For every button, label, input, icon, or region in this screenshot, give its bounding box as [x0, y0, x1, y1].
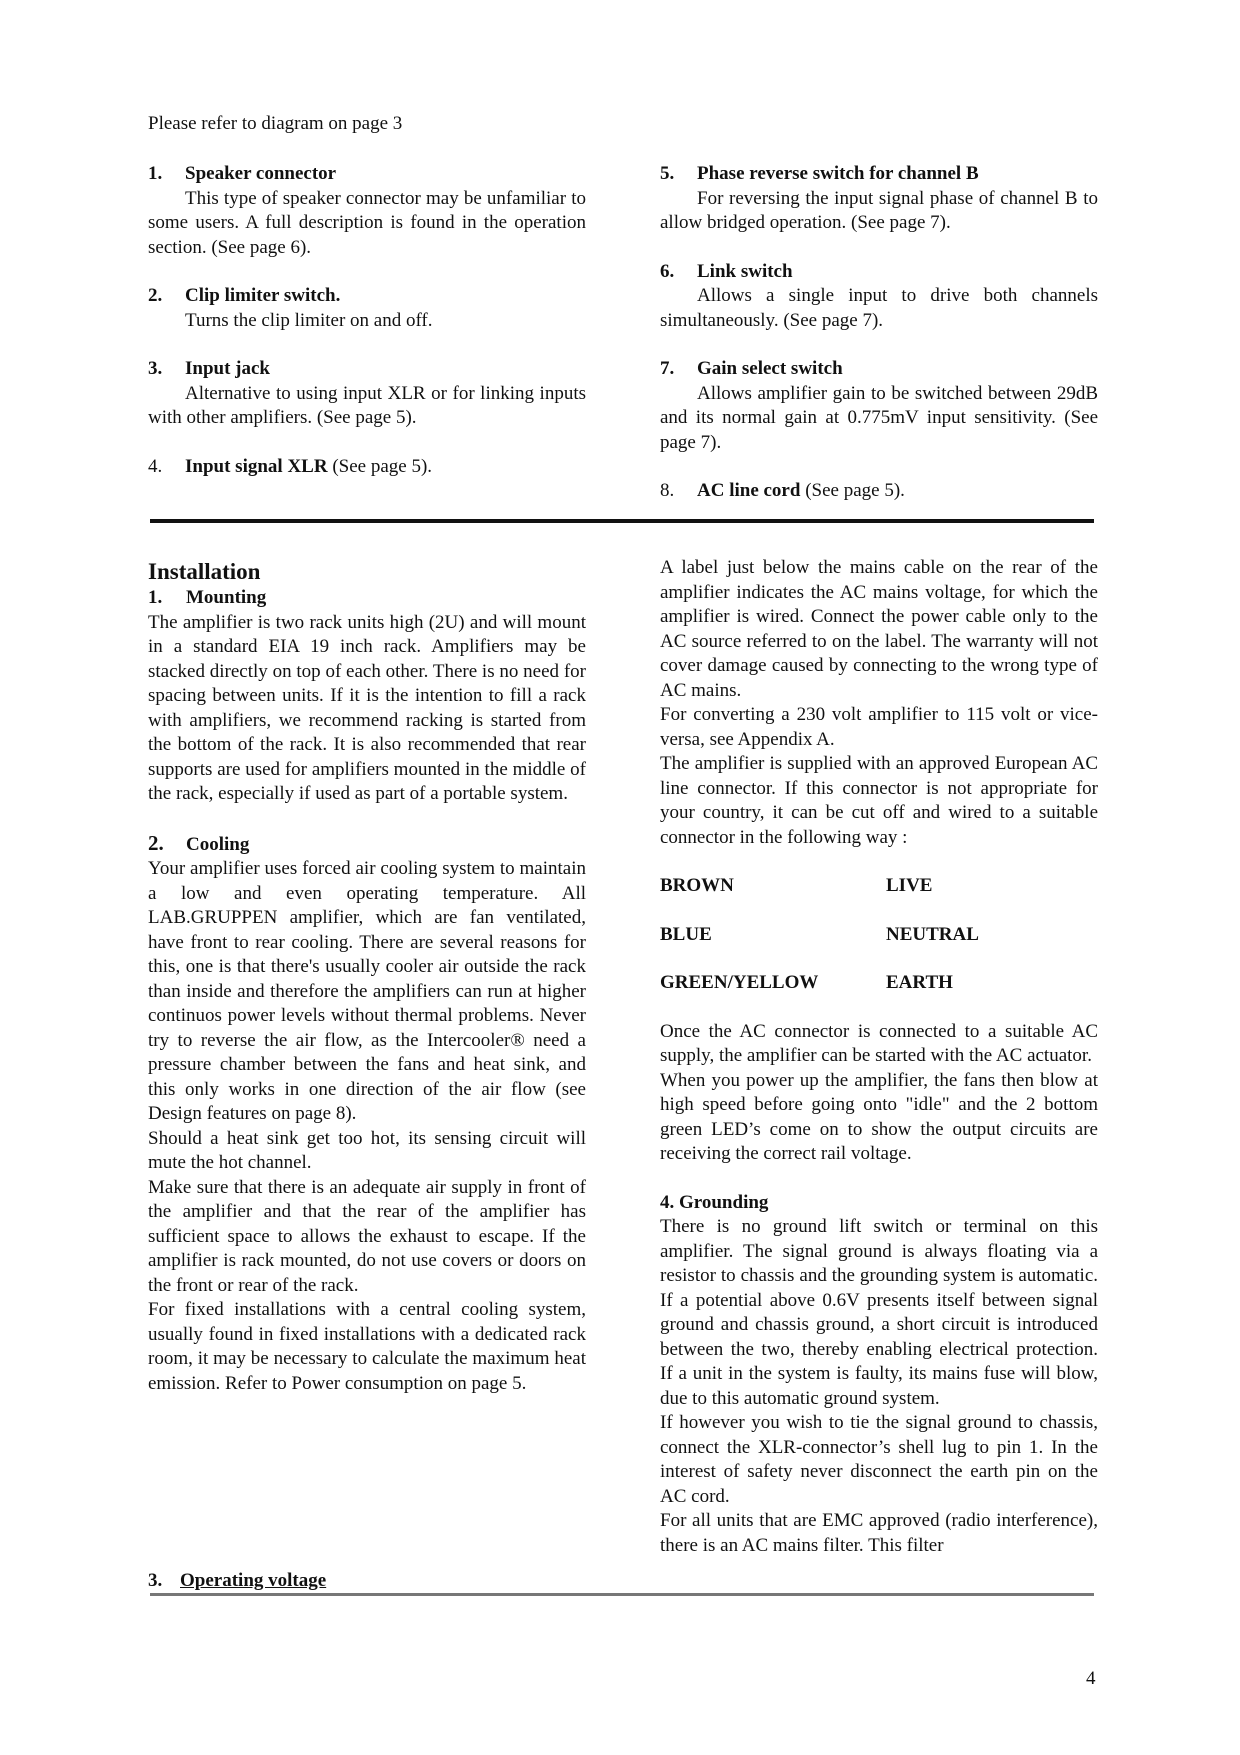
mounting-body: The amplifier is two rack units high (2U) and will mount in a standard EIA 19 inch rack. Amplifiers may be stacked directly on top of each other. There is no need for spacing between units. If it is the intention to fill a rack with amplifiers, we recommend racking is started from the bottom of the rack. It is also recommended that rear supports are used for amplifiers mounted in the middle of the rack, especially if used as part of a portable system. — [148, 611, 586, 804]
item-title-gain-select: Gain select switch — [697, 358, 843, 379]
item-title-link-switch: Link switch — [697, 260, 793, 282]
item-number: 6. — [660, 260, 675, 282]
section-divider — [150, 519, 1094, 523]
item-body: Allows amplifier gain to be switched between 29dB and its normal gain at 0.775mV input sensitivity. (See page 7). — [660, 382, 1098, 453]
cooling-paragraph: For fixed installations with a central cooling system, usually found in fixed installations with a dedicated rack room, it may be necessary to calculate the maximum heat emission. Refer to Power consumption on page 5. — [148, 1299, 586, 1394]
item-number: 1. — [148, 163, 163, 184]
wiring-row-brown: BROWN LIVE — [660, 875, 933, 896]
item-body: For reversing the input signal phase of channel B to allow bridged operation. (See page 7). — [660, 187, 1098, 233]
subsection-title-mounting: 1. Mounting — [148, 587, 267, 608]
mains-paragraph: The amplifier is supplied with an approved European AC line connector. If this connector is not appropriate for your country, it can be cut off and wired to a suitable connector in the following way : — [660, 753, 1098, 848]
subsection-title-operating-voltage: 3. Operating voltage — [148, 1570, 327, 1591]
cooling-paragraph: Should a heat sink get too hot, its sensing circuit will mute the hot channel. — [148, 1127, 586, 1173]
item-number: 5. — [660, 163, 675, 184]
item-body: Allows a single input to drive both channels simultaneously. (See page 7). — [660, 285, 1098, 331]
item-number: 3. — [148, 358, 163, 379]
item-number: 4. — [148, 455, 163, 477]
intro-line: Please refer to diagram on page 3 — [148, 113, 403, 134]
item-number: 7. — [660, 358, 675, 379]
item-number: 8. — [660, 480, 675, 501]
startup-paragraph: Once the AC connector is connected to a suitable AC supply, the amplifier can be started with the AC actuator. — [660, 1020, 1098, 1066]
top-right-items — [660, 162, 1098, 504]
page-number: 4 — [1086, 1668, 1096, 1689]
section-title-installation: Installation — [148, 559, 261, 584]
item-body: Turns the clip limiter on and off. — [185, 309, 433, 331]
item-title-ac-line-cord: AC line cord — [697, 480, 801, 501]
wiring-row-green-yellow: GREEN/YELLOW EARTH — [660, 972, 953, 993]
item-title-clip-limiter: Clip limiter switch. — [185, 285, 341, 306]
item-title-phase-reverse: Phase reverse switch for channel B — [697, 163, 979, 184]
item-title-input-jack: Input jack — [185, 358, 270, 379]
top-left-items — [148, 162, 586, 479]
installation-column — [148, 558, 586, 1396]
item-number: 2. — [148, 285, 163, 306]
item-title-speaker-connector: Speaker connector — [185, 163, 337, 184]
startup-paragraph: When you power up the amplifier, the fans then blow at high speed before going onto "idle" and the 2 bottom green LED’s come on to show the output circuits are receiving the correct rail voltage. — [660, 1069, 1098, 1164]
mains-paragraph: A label just below the mains cable on the rear of the amplifier indicates the AC mains voltage, for which the amplifier is wired. Connect the power cable only to the AC source referred to on the label. The warranty will not cover damage caused by connecting to the wrong type of AC mains. — [660, 557, 1098, 701]
right-column — [660, 556, 1098, 1612]
grounding-paragraph: If however you wish to tie the signal ground to chassis, connect the XLR-connector’s shell lug to pin 1. In the interest of safety never disconnect the earth pin on the AC cord. — [660, 1412, 1098, 1507]
item-suffix: (See page 5). — [327, 455, 433, 477]
subsection-title-grounding: 4. Grounding — [660, 1191, 769, 1213]
cooling-paragraph: Your amplifier uses forced air cooling system to maintain a low and even operating temperature. All LAB.GRUPPEN amplifier, which are fan ventilated, have front to rear cooling. There are several reasons for this, one is that there's usually cooler air outside the rack than inside and therefore the amplifiers can run at higher continuos power levels without thermal problems. Never try to reverse the air flow, as the Intercooler® need a pressure chamber between the fans and heat sink, and this only works in one direction of the air flow (see Design features on page 8). — [148, 858, 586, 1124]
item-body: This type of speaker connector may be unfamiliar to some users. A full description is found in the operation section. (See page 6). — [148, 187, 586, 258]
subsection-title-cooling: 2. Cooling — [148, 830, 250, 855]
wiring-row-blue: BLUE NEUTRAL — [660, 923, 979, 945]
item-suffix: (See page 5). — [800, 480, 905, 501]
cooling-paragraph: Make sure that there is an adequate air supply in front of the amplifier and that the rear of the amplifier has sufficient space to allows the exhaust to escape. If the amplifier is rack mounted, do not use covers or doors on the front or rear of the rack. — [148, 1176, 586, 1296]
bottom-rule — [150, 1593, 1094, 1596]
item-body: Alternative to using input XLR or for linking inputs with other amplifiers. (See page 5). — [148, 382, 586, 428]
mains-paragraph: For converting a 230 volt amplifier to 115 volt or vice-versa, see Appendix A. — [660, 704, 1098, 750]
grounding-paragraph: There is no ground lift switch or terminal on this amplifier. The signal ground is always floating via a resistor to chassis and the grounding system is automatic. If a potential above 0.6V presents itself between signal ground and chassis ground, a short circuit is introduced between the two, thereby enabling electrical protection. If a unit in the system is faulty, its mains fuse will blow, due to this automatic ground system. — [660, 1216, 1098, 1409]
grounding-paragraph: For all units that are EMC approved (radio interference), there is an AC mains filter. This filter — [660, 1510, 1098, 1556]
item-title-input-xlr: Input signal XLR — [185, 455, 328, 477]
